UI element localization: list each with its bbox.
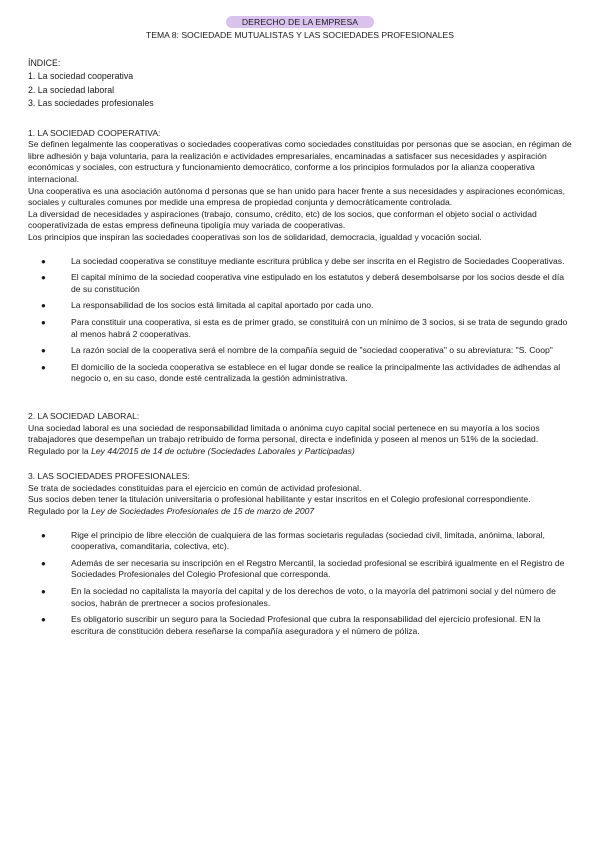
list-item: ● Es obligatorio suscribir un seguro para la Sociedad Profesional que cubra la responsabilidad del ejercicio profesional. EN la escritura de constitución debera reseñarse la compañía aseguradora y el número de póliza. <box>41 614 541 636</box>
paragraph: Una cooperativa es una asociación autónoma d personas que se han unido para hacer frente a sus necesidades y aspiraciones económicas, sociales y culturales comunes por medide una empresa de propiedad conjunta y democráticamente controlada. <box>28 185 565 208</box>
paragraph: Los principios que inspiran las sociedades cooperativas son los de solidaridad, democracia, igualdad y vocación social. <box>28 231 482 242</box>
paragraph: Una sociedad laboral es una sociedad de responsabilidad limitada o anónima cuyo capital social pertenece en su mayoría a los socios trabajadores que desempeñan un trabajo retribuido de forma personal, directa e indefinida y poseen al menos un 51% de la sociedad. <box>28 422 540 445</box>
document-header <box>28 16 572 41</box>
index-item: 2. La sociedad laboral <box>28 84 115 95</box>
list-item: ● La responsabilidad de los socios está limitada al capital aportado por cada uno. <box>41 300 374 311</box>
list-item: ● Rige el principio de libre elección de cualquiera de las formas societaris reguladas (sociedad civil, limitada, anónima, laboral, cooperativa, comanditaria, colectiva, etc). <box>41 529 545 552</box>
index-title: ÍNDICE: <box>28 58 61 68</box>
list-item: ● La sociedad cooperativa se constituye mediante escritura prública y debe ser inscrita en el Registro de Sociedades Cooperativas. <box>41 255 565 266</box>
topic-title: TEMA 8: SOCIEDADE MUTUALISTAS Y LAS SOCIEDADES PROFESIONALES <box>145 30 455 40</box>
bullet-icon: ● <box>41 587 46 597</box>
bullet-icon: ● <box>41 273 46 283</box>
list-item: ● El domicilio de la socieda cooperativa se establece en el lugar donde se realice la principalmente las actividades de adhendas al negocio o, en su caso, donde esté centralizada la gestión administrativa. <box>41 361 561 384</box>
paragraph: La diversidad de necesidades y aspiraciones (trabajo, consumo, crédito, etc) de los socios, que conforman el objeto social o actividad cooperativizada de estas empress defineuna tipoligía muy variada de cooperativas. <box>28 208 537 231</box>
section-cooperativa <box>28 128 572 385</box>
bullet-icon: ● <box>41 530 46 540</box>
regulation-line: Regulado por la Ley 44/2015 de 14 de octubre (Sociedades Laborales y Participadas) <box>28 445 355 456</box>
list-item: ● La razón social de la cooperativa será el nombre de la compañía seguid de "sociedad cooperativa" o su abreviatura: "S. Coop" <box>41 345 553 356</box>
bullet-icon: ● <box>41 558 46 568</box>
section-title: 3. LAS SOCIEDADES PROFESIONALES: <box>28 471 190 482</box>
list-item: ● Para constituir una cooperativa, si esta es de primer grado, se constituirá con un mínimo de 3 socios, si se trata de segundo grado al menos habrá 2 cooperativas. <box>41 316 568 339</box>
bullet-list <box>28 256 572 385</box>
list-item: ● Además de ser necesaria su inscripción en el Regstro Mercantil, la sociedad profesional se escribirá igualmente en el Registro de Sociedades Profesionales del Colegio Profesional que corresponda. <box>41 557 565 580</box>
regulation-line: Regulado por la Ley de Sociedades Profesionales de 15 de marzo de 2007 <box>28 506 315 517</box>
law-reference: Ley de Sociedades Profesionales de 15 de marzo de 2007 <box>91 506 315 517</box>
paragraph: Se trata de sociedades constituidas para el ejercicio en común de actividad profesional. <box>28 482 362 493</box>
list-item: ● El capital mínimo de la sociedad cooperativa vine estipulado en los estatutos y deberá desembolsarse por los socios desde el día de su constitución <box>41 272 564 294</box>
bullet-icon: ● <box>41 256 46 266</box>
bullet-icon: ● <box>41 317 46 327</box>
section-profesionales <box>28 471 572 637</box>
bullet-icon: ● <box>41 301 46 311</box>
section-laboral <box>28 411 572 457</box>
index-section <box>28 57 572 111</box>
list-item: ● En la sociedad no capitalista la mayoría del capital y de los derechos de voto, o la mayoría del patrimoni social y del número de socios, habrán de prertnecer a socios profesionales. <box>41 586 556 608</box>
index-item: 1. La sociedad cooperativa <box>28 71 134 82</box>
paragraph: Se definen legalmente las cooperativas o sociedades cooperativas como sociedades constituidas por personas que se asocian, en régiman de libre adhesión y baja voluntaria, para la realización e actividades empresariales, encaminadas a satisfacer sus necesidades y aspiración económicas y sociales, con estructura y funcionamiento democrático, conforme a los principios formulados por la alianza cooperativa internacional. <box>28 139 572 184</box>
index-item: 3. Las sociedades profesionales <box>28 98 154 109</box>
paragraph: Sus socios deben tener la titulación universitaria o profesional habilitante y estar inscritos en el Colegio profesional correspondiente. <box>28 494 531 505</box>
bullet-icon: ● <box>41 346 46 356</box>
law-reference: Ley 44/2015 de 14 de octubre (Sociedades Laborales y Participadas) <box>91 445 355 456</box>
section-title: 2. LA SOCIEDAD LABORAL: <box>28 410 140 421</box>
subject-title: DERECHO DE LA EMPRESA <box>226 16 374 28</box>
bullet-list <box>28 530 572 638</box>
bullet-icon: ● <box>41 362 46 372</box>
bullet-icon: ● <box>41 615 46 625</box>
document-page <box>28 16 572 642</box>
section-title: 1. LA SOCIEDAD COOPERATIVA: <box>28 127 161 138</box>
